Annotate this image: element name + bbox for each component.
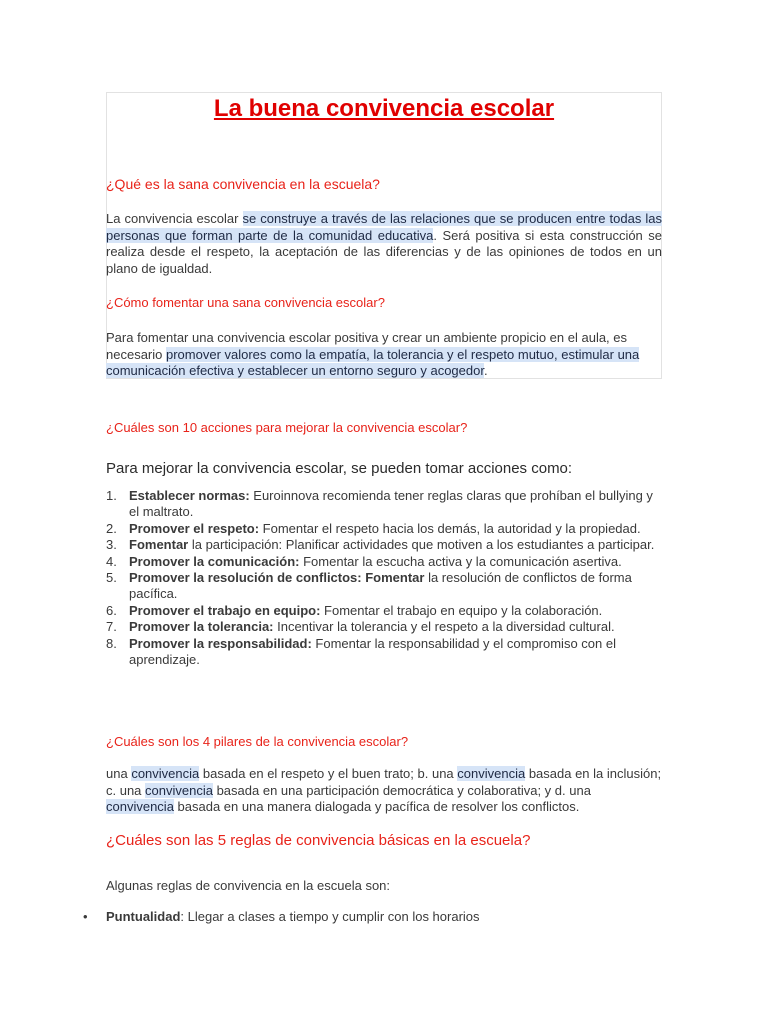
item-bold: Promover el respeto: [129, 520, 260, 536]
item-number: 7. [106, 619, 117, 635]
list-item [106, 619, 666, 635]
actions-lead: Para mejorar la convivencia escolar, se pueden tomar acciones como: [106, 460, 573, 477]
text-span: basada en una participación democrática y colaborativa; y d. una [212, 782, 591, 798]
item-text: la resolución de conflictos de forma pacífica. [129, 570, 632, 602]
text-span: basada en el respeto y el buen trato; b. una [199, 766, 458, 781]
item-bold: Promover la responsabilidad: [129, 635, 312, 651]
rules-lead: Algunas reglas de convivencia en la escuela son: [106, 878, 391, 893]
highlighted-text: convivencia [457, 766, 526, 781]
actions-list [106, 488, 666, 668]
bullet-icon: • [83, 909, 88, 924]
list-item [106, 537, 666, 553]
item-text: : Llegar a clases a tiempo y cumplir con los horarios [180, 909, 480, 924]
item-number: 3. [106, 537, 117, 553]
item-bold: Promover el trabajo en equipo: [129, 602, 321, 618]
highlighted-text: se construye a través de las relaciones que se producen entre todas las personas que forman parte de la comunidad educativa [106, 211, 663, 243]
list-item [106, 570, 666, 603]
paragraph-que-es [106, 211, 662, 277]
list-item [106, 554, 666, 570]
item-text: la participación: Planificar actividades que motiven a los estudiantes a participar. [188, 537, 655, 553]
item-number: 1. [106, 488, 117, 503]
item-text: Fomentar la responsabilidad y el compromiso con el aprendizaje. [129, 635, 616, 668]
paragraph-4-pilares [106, 766, 662, 816]
item-text: Fomentar la escucha activa y la comunicación asertiva. [299, 553, 622, 569]
heading-5-reglas: ¿Cuáles son las 5 reglas de convivencia básicas en la escuela? [106, 832, 531, 849]
list-item [106, 488, 666, 521]
item-number: 6. [106, 602, 117, 618]
page-title: La buena convivencia escolar [213, 95, 555, 122]
heading-que-es: ¿Qué es la sana convivencia en la escuela? [106, 176, 380, 192]
item-bold: Promover la tolerancia: [129, 619, 274, 635]
item-bold: Promover la resolución de conflictos: Fomentar [129, 570, 425, 586]
highlighted-text: promover valores como la empatía, la tolerancia y el respeto mutuo, estimular una comunicación efectiva y establecer un entorno seguro y acogedor [106, 346, 640, 378]
list-item [106, 636, 666, 669]
item-bold: Puntualidad [106, 909, 181, 924]
item-bold: Promover la comunicación: [129, 553, 300, 569]
item-number: 8. [106, 635, 117, 651]
list-item [106, 521, 666, 537]
text-span: Para fomentar una convivencia escolar positiva y crear un ambiente propicio en el aula, es necesario [106, 330, 628, 362]
heading-4-pilares: ¿Cuáles son los 4 pilares de la convivencia escolar? [106, 734, 409, 749]
text-span: basada en una manera dialogada y pacífica de resolver los conflictos. [173, 799, 580, 814]
highlighted-text: convivencia [131, 766, 200, 781]
rules-list-item [83, 909, 480, 925]
item-text: Fomentar el trabajo en equipo y la colaboración. [320, 602, 603, 618]
paragraph-como-fomentar [106, 330, 662, 380]
list-item [106, 603, 666, 619]
item-bold: Establecer normas: [129, 488, 250, 503]
item-text: Incentivar la tolerancia y el respeto a la diversidad cultural. [273, 619, 615, 635]
item-text: Fomentar el respeto hacia los demás, la autoridad y la propiedad. [259, 520, 641, 536]
text-span: basada en la inclusión; c. una [106, 766, 662, 798]
item-bold: Fomentar [129, 537, 189, 553]
item-number: 4. [106, 553, 117, 569]
text-span: . [483, 363, 488, 378]
item-number: 5. [106, 570, 117, 586]
item-text: Euroinnova recomienda tener reglas claras que prohíban el bullying y el maltrato. [129, 488, 653, 520]
heading-como-fomentar: ¿Cómo fomentar una sana convivencia escolar? [106, 295, 385, 310]
text-span: . Será positiva si esta construcción se realiza desde el respeto, la aceptación de las diferencias y de las opiniones de todos en un plano de igualdad. [106, 227, 662, 276]
heading-10-acciones: ¿Cuáles son 10 acciones para mejorar la convivencia escolar? [106, 420, 468, 435]
text-span: una [106, 766, 132, 781]
item-number: 2. [106, 520, 117, 536]
highlighted-text: convivencia [106, 799, 174, 814]
highlighted-text: convivencia [145, 782, 213, 798]
text-span: La convivencia escolar [106, 211, 243, 226]
